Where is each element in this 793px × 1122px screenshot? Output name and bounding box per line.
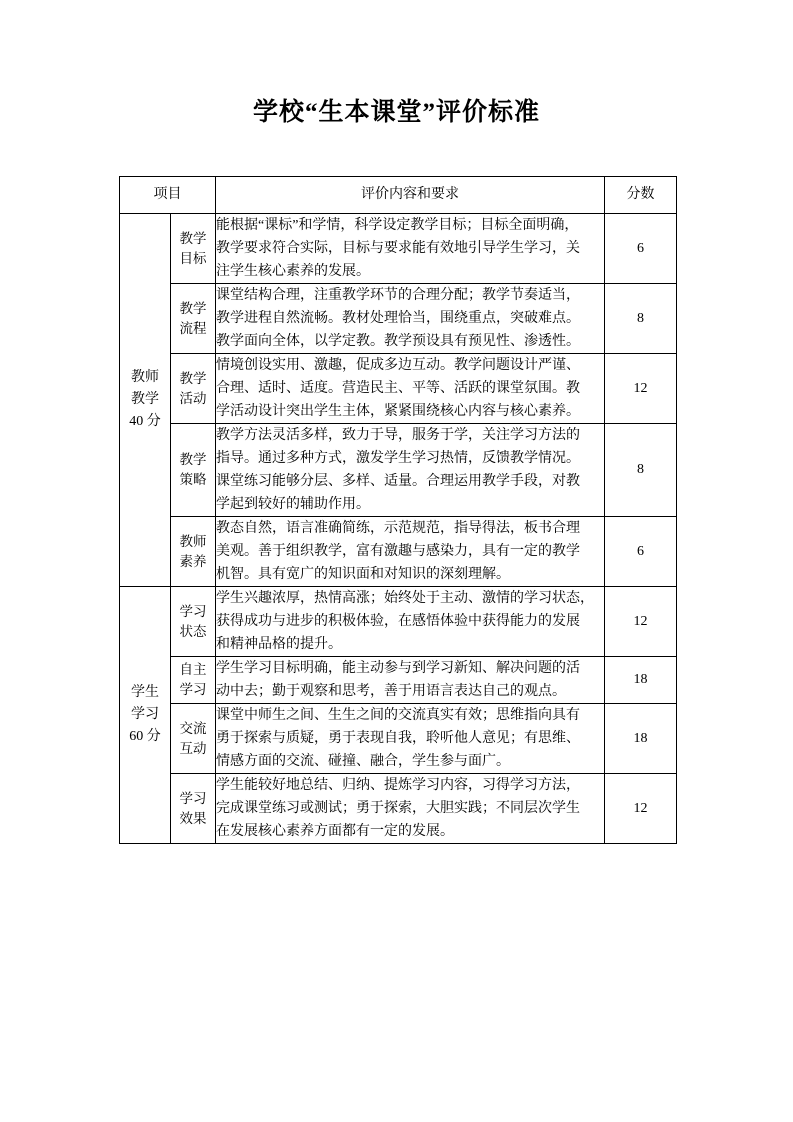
sub-item-cell [171,774,216,844]
description-line: 教态自然，语言准确简练，示范规范，指导得法，板书合理 [216,521,580,536]
sub-item-line: 学习 [179,790,207,806]
description-cell [216,517,605,587]
sub-item-cell [171,517,216,587]
table-row [120,587,677,657]
description-line: 动中去；勤于观察和思考，善于用语言表达自己的观点。 [216,684,566,699]
table-header-row [120,177,677,214]
description-line: 注学生核心素养的发展。 [216,264,370,279]
sub-item-cell [171,354,216,424]
table-header [120,177,677,214]
sub-item-line: 教学 [179,300,207,316]
sub-item-line: 教学 [179,230,207,246]
description-line: 在发展核心素养方面都有一定的发展。 [216,824,454,839]
description-cell [216,657,605,704]
sub-item-line: 互动 [179,740,207,756]
table-row [120,517,677,587]
description-line: 情境创设实用、激趣，促成多边互动。教学问题设计严谨、 [216,358,580,373]
sub-item-line: 活动 [179,390,207,406]
sub-item-line: 教学 [179,370,207,386]
description-line: 教学方法灵活多样，致力于导，服务于学，关注学习方法的 [216,428,580,443]
description-cell [216,587,605,657]
table-row [120,284,677,354]
description-cell [216,704,605,774]
table-row [120,704,677,774]
description-line: 教学要求符合实际，目标与要求能有效地引导学生学习，关 [216,241,580,256]
description-cell [216,284,605,354]
sub-item-line: 学习 [179,682,207,697]
score-cell: 12 [605,354,677,424]
table-row [120,657,677,704]
sub-item-cell [171,657,216,704]
sub-item-line: 自主 [179,662,207,677]
group-label-line: 教师 [131,370,159,385]
score-cell: 12 [605,587,677,657]
group-label-line: 40 分 [129,414,161,429]
description-line: 机智。具有宽广的知识面和对知识的深刻理解。 [216,567,510,582]
description-line: 教学面向全体，以学定教。教学预设具有预见性、渗透性。 [216,334,580,349]
sub-item-cell [171,424,216,517]
table-row [120,424,677,517]
sub-item-line: 教学 [179,452,207,467]
description-line: 勇于探索与质疑，勇于表现自我，聆听他人意见；有思维、 [216,731,580,746]
evaluation-criteria-table [119,176,677,844]
description-cell [216,424,605,517]
score-cell: 8 [605,424,677,517]
sub-item-line: 效果 [179,810,207,826]
group-label-cell [120,214,171,587]
table-row [120,354,677,424]
description-cell [216,774,605,844]
group-label-line: 60 分 [129,729,161,744]
description-line: 学起到较好的辅助作用。 [216,497,370,512]
description-line: 情感方面的交流、碰撞、融合，学生参与面广。 [216,754,510,769]
description-line: 美观。善于组织教学，富有激趣与感染力，具有一定的教学 [216,544,580,559]
description-line: 合理、适时、适度。营造民主、平等、活跃的课堂氛围。教 [216,381,580,396]
sub-item-line: 素养 [179,553,207,569]
sub-item-line: 交流 [179,720,207,736]
description-line: 获得成功与进步的积极体验，在感悟体验中获得能力的发展 [216,614,580,629]
description-line: 学生兴趣浓厚，热情高涨；始终处于主动、激情的学习状态， [216,591,594,606]
page-title: 学校“生本课堂”评价标准 [252,99,540,126]
description-line: 课堂中师生之间、生生之间的交流真实有效；思维指向具有 [216,708,580,723]
sub-item-cell [171,704,216,774]
description-line: 和精神品格的提升。 [216,637,342,652]
score-cell: 12 [605,774,677,844]
score-cell: 6 [605,517,677,587]
group-label-line: 学习 [131,707,159,722]
description-line: 学活动设计突出学生主体，紧紧围绕核心内容与核心素养。 [216,404,580,419]
score-cell: 8 [605,284,677,354]
sub-item-line: 状态 [179,623,207,639]
description-line: 能根据“课标”和学情，科学设定教学目标；目标全面明确， [216,218,579,233]
description-cell [216,214,605,284]
description-line: 学生学习目标明确，能主动参与到学习新知、解决问题的活 [216,661,580,676]
sub-item-line: 流程 [179,320,207,336]
table-row [120,214,677,284]
description-line: 教学进程自然流畅。教材处理恰当，围绕重点，突破难点。 [216,311,580,326]
table-body [120,214,677,844]
description-line: 学生能较好地总结、归纳、提炼学习内容，习得学习方法， [216,778,580,793]
header-cell-content: 评价内容和要求 [216,177,605,214]
group-label-line: 学生 [131,685,159,700]
description-line: 课堂练习能够分层、多样、适量。合理运用教学手段，对教 [216,474,580,489]
description-cell [216,354,605,424]
header-cell-score: 分数 [605,177,677,214]
sub-item-cell [171,587,216,657]
group-label-line: 教学 [131,392,159,407]
group-label-cell [120,587,171,844]
description-line: 完成课堂练习或测试；勇于探索，大胆实践；不同层次学生 [216,801,580,816]
sub-item-line: 策略 [179,472,207,487]
score-cell: 18 [605,657,677,704]
sub-item-cell [171,214,216,284]
sub-item-line: 学习 [179,603,207,619]
sub-item-cell [171,284,216,354]
header-cell-item: 项目 [120,177,216,214]
description-line: 课堂结构合理，注重教学环节的合理分配；教学节奏适当， [216,288,580,303]
description-line: 指导。通过多种方式，激发学生学习热情，反馈教学情况。 [216,451,580,466]
sub-item-line: 教师 [179,533,207,549]
score-cell: 6 [605,214,677,284]
sub-item-line: 目标 [179,250,207,266]
score-cell: 18 [605,704,677,774]
table-row [120,774,677,844]
evaluation-table-wrapper [119,176,677,844]
